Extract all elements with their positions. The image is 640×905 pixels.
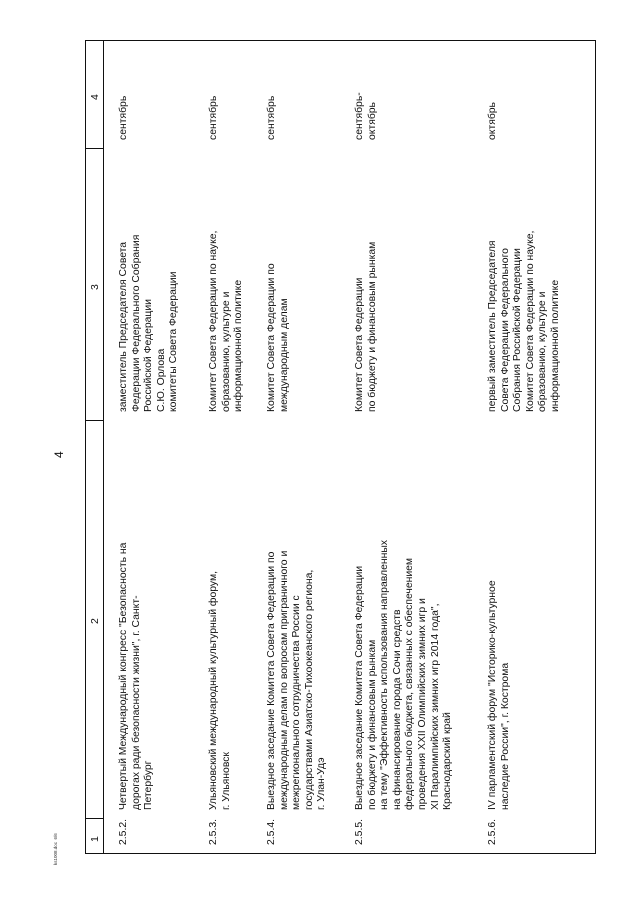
table-bottom-border [85, 853, 595, 854]
row-responsible: заместитель Председателя Совета Федерации Федерального Собрания Российской Федерации С.Ю. Орлова комитеты Совета Федерации [118, 234, 180, 412]
table-top-border [85, 40, 595, 41]
row-period: сентябрь- октябрь [354, 92, 378, 140]
column-header-2: 2 [89, 618, 101, 624]
table-right-border [595, 40, 596, 854]
column-divider-3-4 [85, 148, 103, 149]
column-header-1: 1 [89, 836, 101, 842]
header-row-divider [103, 40, 104, 854]
column-header-4: 4 [89, 94, 101, 100]
row-event: Четвертый Международный конгресс "Безопасность на дорогах ради безопасности жизни", г. Санкт- Петербург [118, 542, 155, 810]
row-number: 2.5.4. [266, 819, 277, 845]
row-number: 2.5.6. [487, 819, 498, 845]
row-responsible: Комитет Совета Федерации по науке, образованию, культуре и информационной политике [208, 230, 245, 412]
row-number: 2.5.3. [208, 819, 219, 845]
row-number: 2.5.2. [118, 819, 129, 845]
row-event: Ульяновский международный культурный форум, г. Ульяновск [208, 570, 232, 810]
column-divider-2-3 [85, 420, 103, 421]
row-responsible: Комитет Совета Федерации по международным делам [266, 263, 290, 412]
column-divider-1-2 [85, 818, 103, 819]
row-number: 2.5.5. [354, 819, 365, 845]
row-period: октябрь [487, 102, 498, 140]
row-event: IV парламентский форум "Историко-культурное наследие России", г. Кострома [487, 580, 511, 810]
row-responsible: первый заместитель Председателя Совета Федерации Федерального Собрания Российской Федерации Комитет Совета Федерации по науке, образованию, культуре и информационной политике [487, 230, 561, 412]
row-responsible: Комитет Совета Федерации по бюджету и финансовым рынкам [354, 241, 378, 412]
table-left-border [85, 40, 86, 854]
row-period: сентябрь [208, 95, 219, 140]
row-period: сентябрь [266, 95, 277, 140]
row-event: Выездное заседание Комитета Совета Федерации по бюджету и финансовым рынкам на тему "Эффективность использования направленных на финансирование города Сочи средств федерального бюджета, связанных с обеспечением проведения XXII Олимпийских зимних игр и XI Паралимпийских зимних игр 2014 года", Краснодарский край [354, 540, 454, 810]
footer-code: ks1008.doc 6/6 [53, 833, 58, 865]
page-number: 4 [52, 451, 66, 458]
row-period: сентябрь [118, 95, 129, 140]
row-event: Выездное заседание Комитета Совета Федерации по международным делам по вопросам приграничного и межрегионального сотрудничества России с государствами Азиатско-Тихоокеанского региона, г. Улан-Удэ [266, 550, 328, 810]
column-header-3: 3 [89, 284, 101, 290]
